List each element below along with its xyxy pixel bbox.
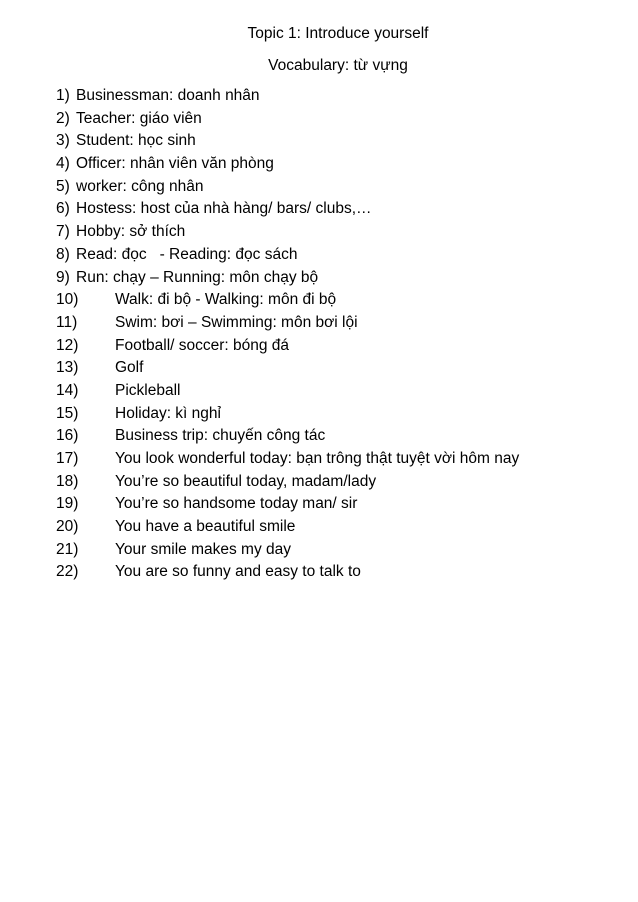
list-item-number: 18) <box>56 472 79 490</box>
list-item-text: Hobby: sở thích <box>76 223 186 241</box>
list-item-number: 20) <box>56 518 79 536</box>
list-item-text: You look wonderful today: bạn trông thật tuyệt vời hôm nay <box>115 450 520 467</box>
page-subtitle: Vocabulary: từ vựng <box>268 57 408 74</box>
list-item <box>0 541 638 564</box>
list-item-number: 9) <box>56 268 70 286</box>
list-item <box>0 110 638 133</box>
vocabulary-list <box>0 87 638 586</box>
list-item-text: Teacher: giáo viên <box>76 109 202 127</box>
list-item-number: 10) <box>56 291 79 309</box>
list-item <box>0 87 638 110</box>
list-item-text: Run: chạy – Running: môn chạy bộ <box>76 268 319 286</box>
list-item <box>0 359 638 382</box>
list-item <box>0 132 638 155</box>
list-item <box>0 314 638 337</box>
list-item-number: 19) <box>56 495 79 513</box>
list-item-text: You’re so beautiful today, madam/lady <box>115 472 377 490</box>
list-item-number: 17) <box>56 450 79 467</box>
list-item-number: 8) <box>56 245 70 263</box>
list-item-text: Hostess: host của nhà hàng/ bars/ clubs,… <box>76 200 372 218</box>
list-item-number: 3) <box>56 132 70 150</box>
list-item-text: You are so funny and easy to talk to <box>115 563 361 581</box>
list-item-number: 21) <box>56 540 79 558</box>
list-item-number: 22) <box>56 563 79 581</box>
list-item <box>0 405 638 428</box>
list-item-number: 1) <box>56 87 70 104</box>
list-item-number: 7) <box>56 223 70 241</box>
list-item-text: Pickleball <box>115 381 181 399</box>
list-item <box>0 450 638 473</box>
list-item <box>0 427 638 450</box>
list-item-number: 14) <box>56 381 79 399</box>
list-item-text: You have a beautiful smile <box>115 518 296 536</box>
list-item-text: Football/ soccer: bóng đá <box>115 336 290 354</box>
list-item-text: Read: đọc - Reading: đọc sách <box>76 245 298 263</box>
list-item-text: Holiday: kì nghỉ <box>115 404 221 422</box>
list-item-number: 15) <box>56 404 79 422</box>
list-item-text: Your smile makes my day <box>115 540 292 558</box>
list-item <box>0 178 638 201</box>
list-item <box>0 495 638 518</box>
list-item-number: 5) <box>56 177 70 195</box>
page-title: Topic 1: Introduce yourself <box>247 25 429 42</box>
list-item <box>0 155 638 178</box>
list-item <box>0 563 638 586</box>
list-item <box>0 291 638 314</box>
list-item <box>0 200 638 223</box>
list-item-text: worker: công nhân <box>76 177 204 195</box>
list-item <box>0 246 638 269</box>
list-item <box>0 473 638 496</box>
list-item-text: You’re so handsome today man/ sir <box>115 495 358 513</box>
list-item-number: 6) <box>56 200 70 218</box>
list-item-text: Walk: đi bộ - Walking: môn đi bộ <box>115 291 337 309</box>
list-item-text: Student: học sinh <box>76 132 196 150</box>
list-item-number: 13) <box>56 359 79 377</box>
list-item <box>0 382 638 405</box>
list-item <box>0 223 638 246</box>
list-item-number: 16) <box>56 427 79 445</box>
list-item <box>0 337 638 360</box>
list-item-text: Businessman: doanh nhân <box>76 87 260 104</box>
list-item-text: Officer: nhân viên văn phòng <box>76 155 274 173</box>
list-item <box>0 518 638 541</box>
list-item-text: Business trip: chuyến công tác <box>115 427 326 445</box>
list-item-text: Golf <box>115 359 144 377</box>
list-item-number: 2) <box>56 109 70 127</box>
list-item-number: 4) <box>56 155 70 173</box>
list-item <box>0 269 638 292</box>
list-item-number: 12) <box>56 336 79 354</box>
list-item-number: 11) <box>56 313 78 331</box>
list-item-text: Swim: bơi – Swimming: môn bơi lội <box>115 313 358 331</box>
